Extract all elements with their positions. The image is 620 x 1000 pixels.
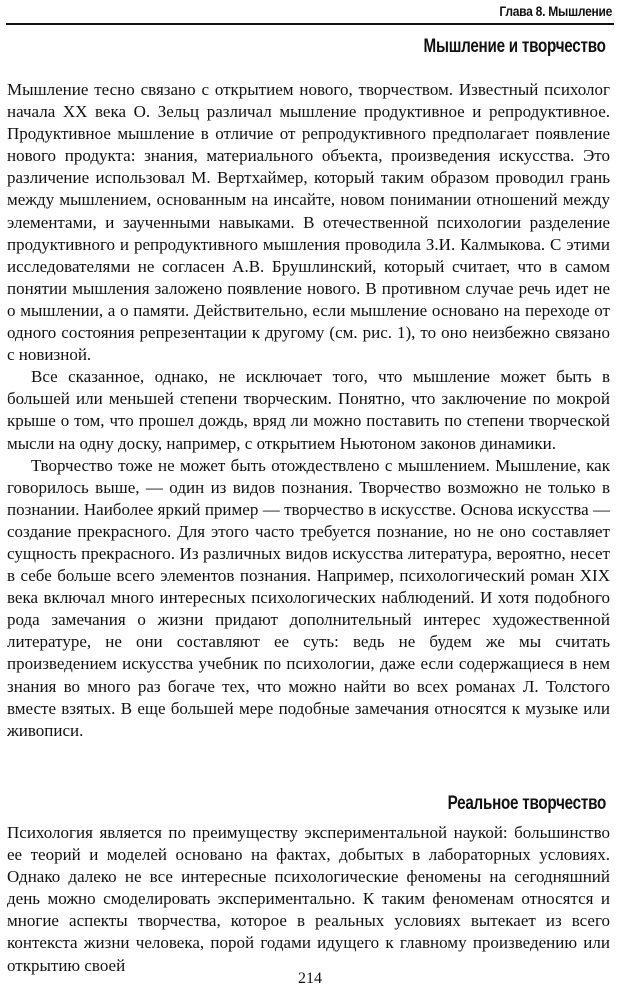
section-body-real-creativity xyxy=(7,822,610,977)
page-number: 214 xyxy=(298,970,322,987)
section-body-thinking-and-creativity xyxy=(7,79,610,742)
section-title-real-creativity: Реальное творчество xyxy=(447,793,606,814)
paragraph: Психология является по преимуществу экспериментальной наукой: большинство ее теорий и моделей основано на фактах, добытых в лабораторных условиях. Однако далеко не все интересные психологические феномены на сегодняшний день можно смоделировать экспериментально. К таким феноменам относятся и многие аспекты творчества, которое в реальных условиях вытекает из всего контекста жизни человека, порой годами идущего к главному произведению или открытию своей xyxy=(7,823,610,975)
paragraph: Творчество тоже не может быть отождествлено с мышлением. Мышление, как говорилось выше, — один из видов познания. Творчество возможно не только в познании. Наиболее яркий пример — творчество в искусстве. Основа искусства — создание прекрасного. Для этого часто требуется познание, но не оно составляет сущность прекрасного. Из различных видов искусства литература, вероятно, несет в себе больше всего элементов познания. Например, психологический роман XIX века включал много интересных психологических наблюдений. И хотя подобного рода замечания о жизни придают дополнительный интерес художественной литературе, не они составляют ее суть: ведь не будем же мы считать произведением искусства учебник по психологии, даже если содержащиеся в нем знания во много раз богаче тех, что можно найти во всех романах Л. Толстого вместе взятых. В еще большей мере подобные замечания относятся к музыке или живописи. xyxy=(7,455,610,740)
paragraph: Все сказанное, однако, не исключает того, что мышление может быть в большей или меньшей степени творческим. Понятно, что заключение по мокрой крыше о том, что прошел дождь, вряд ли можно поставить по степени творческой мысли на одну доску, например, с открытием Ньютоном законов динамики. xyxy=(7,367,610,453)
header-rule xyxy=(6,23,614,25)
paragraph: Мышление тесно связано с открытием нового, творчеством. Известный психолог начала XX века О. Зельц различал мышление продуктивное и репродуктивное. Продуктивное мышление в отличие от репродуктивного предполагает появление нового продукта: знания, материального объекта, произведения искусства. Это различение использовал М. Вертхаймер, который таким образом проводил грань между мышлением, основанным на инсайте, новом понимании отношений между элементами, и заученными навыками. В отечественной психологии разделение продуктивного и репродуктивного мышления проводила З.И. Калмыкова. С этими исследователями не согласен А.В. Брушлинский, который считает, что в самом понятии мышления заложено появление нового. В противном случае речь идет не о мышлении, а о памяти. Действительно, если мышление основано на переходе от одного состояния репрезентации к другому (см. рис. 1), то оно неизбежно связано с новизной. xyxy=(7,80,610,365)
running-head: Глава 8. Мышление xyxy=(499,3,612,19)
section-title-thinking-and-creativity: Мышление и творчество xyxy=(423,36,606,57)
